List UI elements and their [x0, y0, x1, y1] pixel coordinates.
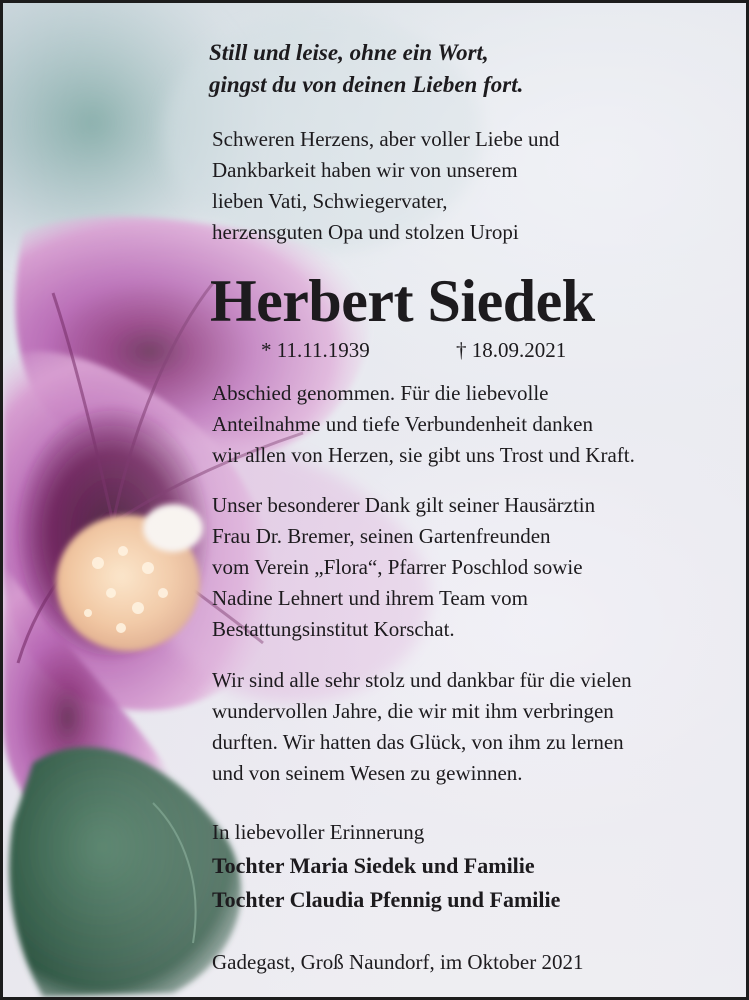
paragraph-line: Nadine Lehnert und ihrem Team vom [212, 586, 528, 610]
signature-intro: In liebevoller Erinnerung [212, 820, 425, 844]
paragraph-line: Abschied genommen. Für die liebevolle [212, 381, 549, 405]
family-name: Tochter Maria Siedek und Familie [212, 853, 535, 878]
place-date: Gadegast, Groß Naundorf, im Oktober 2021 [212, 950, 584, 974]
intro-line: Schweren Herzens, aber voller Liebe und [212, 127, 560, 151]
paragraph-line: Bestattungsinstitut Korschat. [212, 617, 455, 641]
deceased-name: Herbert Siedek [210, 268, 595, 334]
paragraph-line: vom Verein „Flora“, Pfarrer Poschlod sowie [212, 555, 583, 579]
paragraph-line: wir allen von Herzen, sie gibt uns Trost und Kraft. [212, 443, 635, 467]
poem [209, 37, 729, 101]
poem-line: gingst du von deinen Lieben fort. [209, 72, 524, 97]
paragraph-line: durften. Wir hatten das Glück, von ihm zu lernen [212, 730, 624, 754]
farewell-paragraph [212, 378, 732, 471]
intro-line: lieben Vati, Schwiegervater, [212, 189, 448, 213]
poem-line: Still und leise, ohne ein Wort, [209, 40, 489, 65]
paragraph-line: Frau Dr. Bremer, seinen Gartenfreunden [212, 524, 551, 548]
intro-text [212, 124, 732, 248]
thanks-paragraph [212, 490, 732, 645]
paragraph-line: Anteilnahme und tiefe Verbundenheit danken [212, 412, 593, 436]
birth-date: * 11.11.1939 [261, 338, 370, 362]
paragraph-line: und von seinem Wesen zu gewinnen. [212, 761, 523, 785]
death-date: † 18.09.2021 [456, 338, 567, 362]
intro-line: herzensguten Opa und stolzen Uropi [212, 220, 519, 244]
paragraph-line: Unser besonderer Dank gilt seiner Hausärztin [212, 493, 596, 517]
intro-line: Dankbarkeit haben wir von unserem [212, 158, 518, 182]
paragraph-line: wundervollen Jahre, die wir mit ihm verbringen [212, 699, 614, 723]
gratitude-paragraph [212, 665, 732, 789]
family-signatures [212, 849, 560, 917]
paragraph-line: Wir sind alle sehr stolz und dankbar für die vielen [212, 668, 632, 692]
family-name: Tochter Claudia Pfennig und Familie [212, 887, 561, 912]
obituary-text [3, 3, 746, 997]
